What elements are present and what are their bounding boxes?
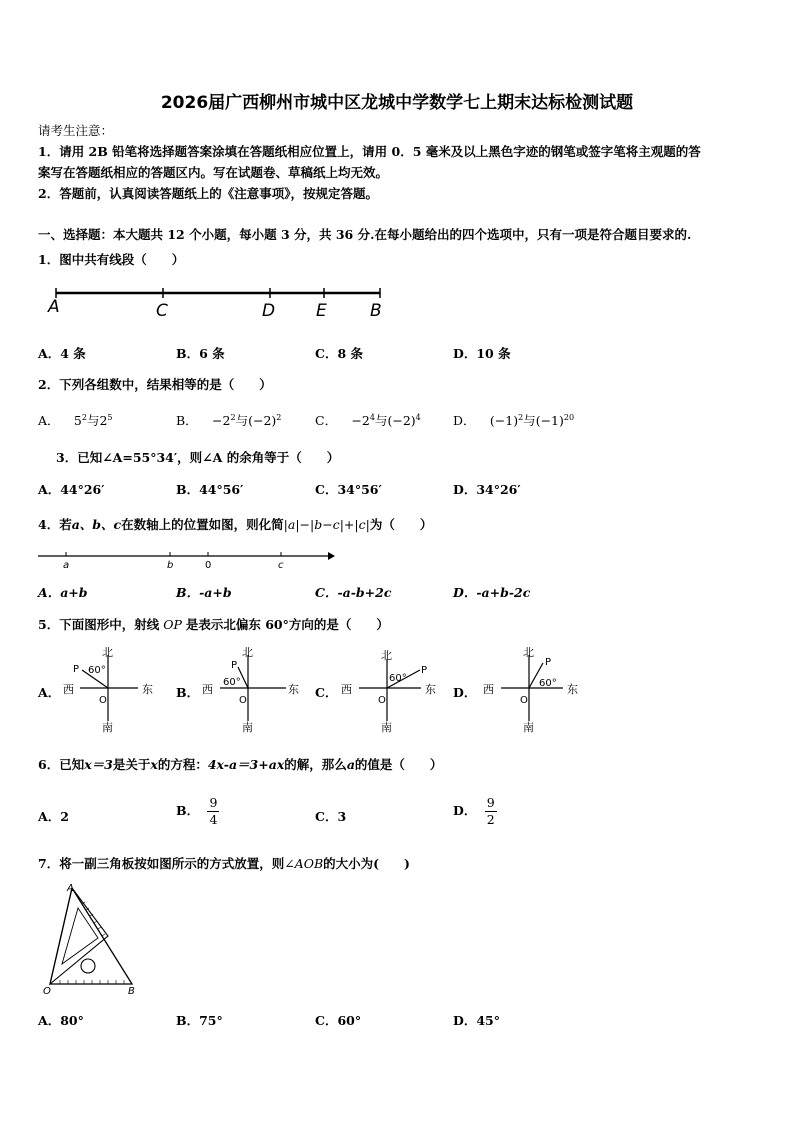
section-heading: 一、选择题：本大题共 12 个小题，每小题 3 分，共 36 分.在每小题给出的四个选项中，只有一项是符合题目要求的. xyxy=(38,227,692,242)
q1-option-c[interactable]: C．8 条 xyxy=(315,346,363,361)
axis-label-c: c xyxy=(278,560,284,570)
q4-option-c[interactable]: C．-a-b+2c xyxy=(315,585,392,600)
q4-option-a[interactable]: A．a+b xyxy=(38,585,88,600)
q7-option-c[interactable]: C．60° xyxy=(315,1013,362,1028)
svg-text:西: 西 xyxy=(202,683,213,696)
q5-option-d-compass[interactable] xyxy=(479,645,589,735)
q4-stem: 4．若a、b、c在数轴上的位置如图，则化简|a|−|b−c|+|c|为（ ） xyxy=(38,517,433,532)
svg-text:东: 东 xyxy=(567,683,578,696)
svg-text:西: 西 xyxy=(341,683,352,696)
q5-option-c-label[interactable]: C． xyxy=(315,685,338,700)
svg-text:60°: 60° xyxy=(539,678,557,689)
svg-text:北: 北 xyxy=(381,649,392,662)
q5-option-a-label[interactable]: A． xyxy=(38,685,61,700)
q3-option-c[interactable]: C．34°56′ xyxy=(315,482,382,497)
q1-option-a[interactable]: A．4 条 xyxy=(38,346,86,361)
svg-text:南: 南 xyxy=(102,721,113,734)
q7-triangle-figure xyxy=(40,880,150,998)
q6-option-c[interactable]: C．3 xyxy=(315,809,347,824)
label-o: O xyxy=(43,986,51,997)
q1-option-b[interactable]: B．6 条 xyxy=(176,346,225,361)
q6-option-d[interactable]: D． $\frac{9}{2}$ xyxy=(453,795,495,827)
svg-text:O: O xyxy=(378,695,386,706)
q5-option-b-label[interactable]: B． xyxy=(176,685,200,700)
q6-option-b[interactable]: B． $\frac{9}{4}$ xyxy=(176,795,218,827)
q3-option-d[interactable]: D．34°26′ xyxy=(453,482,521,497)
q1-option-d[interactable]: D．10 条 xyxy=(453,346,511,361)
q1-stem: 1．图中共有线段（ ） xyxy=(38,252,185,267)
svg-text:60°: 60° xyxy=(389,673,407,684)
q3-option-b[interactable]: B．44°56′ xyxy=(176,482,244,497)
notice-item-2: 2．答题前，认真阅读答题纸上的《注意事项》，按规定答题。 xyxy=(38,186,378,201)
q2-option-d[interactable]: D． $(-1)^2$与$(-1)^{20}$ xyxy=(453,412,575,428)
svg-text:东: 东 xyxy=(425,683,436,696)
arrow-right-icon xyxy=(328,552,335,560)
point-label-e: E xyxy=(316,301,327,321)
svg-text:P: P xyxy=(231,660,238,671)
svg-text:北: 北 xyxy=(242,646,253,659)
triangle-plate-inner xyxy=(50,888,108,984)
svg-text:西: 西 xyxy=(63,683,74,696)
q2-option-c-label: C． xyxy=(315,413,338,428)
svg-text:南: 南 xyxy=(242,721,253,734)
svg-text:东: 东 xyxy=(142,683,153,696)
svg-text:P: P xyxy=(421,665,428,676)
point-label-c: C xyxy=(156,301,168,321)
svg-text:P: P xyxy=(73,664,80,675)
page-title: 2026届广西柳州市城中区龙城中学数学七上期末达标检测试题 xyxy=(160,93,634,113)
q2-option-a[interactable]: A． $5^2$与$2^5$ xyxy=(38,412,113,428)
q5-stem: 5．下面图形中，射线 OP 是表示北偏东 60°方向的是（ ） xyxy=(38,617,389,632)
label-b: B xyxy=(128,986,135,997)
label-a: A xyxy=(67,883,74,894)
q2-option-b[interactable]: B． $-2^2$与$(-2)^2$ xyxy=(176,412,282,428)
q2-stem: 2．下列各组数中，结果相等的是（ ） xyxy=(38,377,272,392)
svg-text:南: 南 xyxy=(381,721,392,734)
svg-text:O: O xyxy=(239,695,247,706)
svg-text:西: 西 xyxy=(483,683,494,696)
svg-text:O: O xyxy=(99,695,107,706)
q6-option-a[interactable]: A．2 xyxy=(38,809,69,824)
point-label-d: D xyxy=(262,301,276,321)
svg-text:P: P xyxy=(545,657,552,668)
q5-option-b-compass[interactable] xyxy=(198,645,302,735)
axis-label-a: a xyxy=(63,560,70,570)
axis-label-b: b xyxy=(167,560,174,570)
q7-stem: 7．将一副三角板按如图所示的方式放置，则∠AOB的大小为( ) xyxy=(38,856,410,871)
q2-option-b-label: B． xyxy=(176,413,198,428)
svg-text:北: 北 xyxy=(102,646,113,659)
q4-option-b[interactable]: B．-a+b xyxy=(176,585,232,600)
svg-text:O: O xyxy=(520,695,528,706)
axis-label-0: 0 xyxy=(205,560,212,570)
point-label-a: A xyxy=(48,297,60,317)
q3-stem: 3．已知∠A=55°34′，则∠A 的余角等于（ ） xyxy=(56,450,340,465)
q1-segment-figure xyxy=(40,282,390,322)
q7-option-d[interactable]: D．45° xyxy=(453,1013,500,1028)
q4-number-line xyxy=(36,548,336,570)
svg-text:南: 南 xyxy=(523,721,534,734)
q3-option-a[interactable]: A．44°26′ xyxy=(38,482,105,497)
svg-text:东: 东 xyxy=(288,683,299,696)
notice-item-1-line-2: 案写在答题纸相应的答题区内。写在试题卷、草稿纸上均无效。 xyxy=(38,165,389,180)
q2-option-c[interactable]: C． $-2^4$与$(-2)^4$ xyxy=(315,412,421,428)
q2-option-a-label: A． xyxy=(38,413,60,428)
svg-text:北: 北 xyxy=(523,646,534,659)
notice-heading: 请考生注意： xyxy=(38,123,114,138)
q7-option-a[interactable]: A．80° xyxy=(38,1013,84,1028)
q2-option-d-label: D． xyxy=(453,413,476,428)
q5-option-a-compass[interactable] xyxy=(58,645,162,735)
point-label-b: B xyxy=(370,301,382,321)
notice-item-1-line-1: 1．请用 2B 铅笔将选择题答案涂填在答题纸相应位置上，请用 0．5 毫米及以上黑色字迹的钢笔或签字笔将主观题的答 xyxy=(38,144,701,159)
q6-stem: 6．已知x＝3是关于x的方程：4x-a＝3+ax的解，那么a的值是（ ） xyxy=(38,757,443,772)
q5-option-d-label[interactable]: D． xyxy=(453,685,477,700)
q5-option-c-compass[interactable] xyxy=(337,645,441,735)
triangle-plate-outer xyxy=(50,888,132,984)
svg-text:60°: 60° xyxy=(88,665,106,676)
svg-text:60°: 60° xyxy=(223,677,241,688)
q7-option-b[interactable]: B．75° xyxy=(176,1013,223,1028)
q4-option-d[interactable]: D．-a+b-2c xyxy=(453,585,531,600)
plate-hole xyxy=(81,959,95,973)
